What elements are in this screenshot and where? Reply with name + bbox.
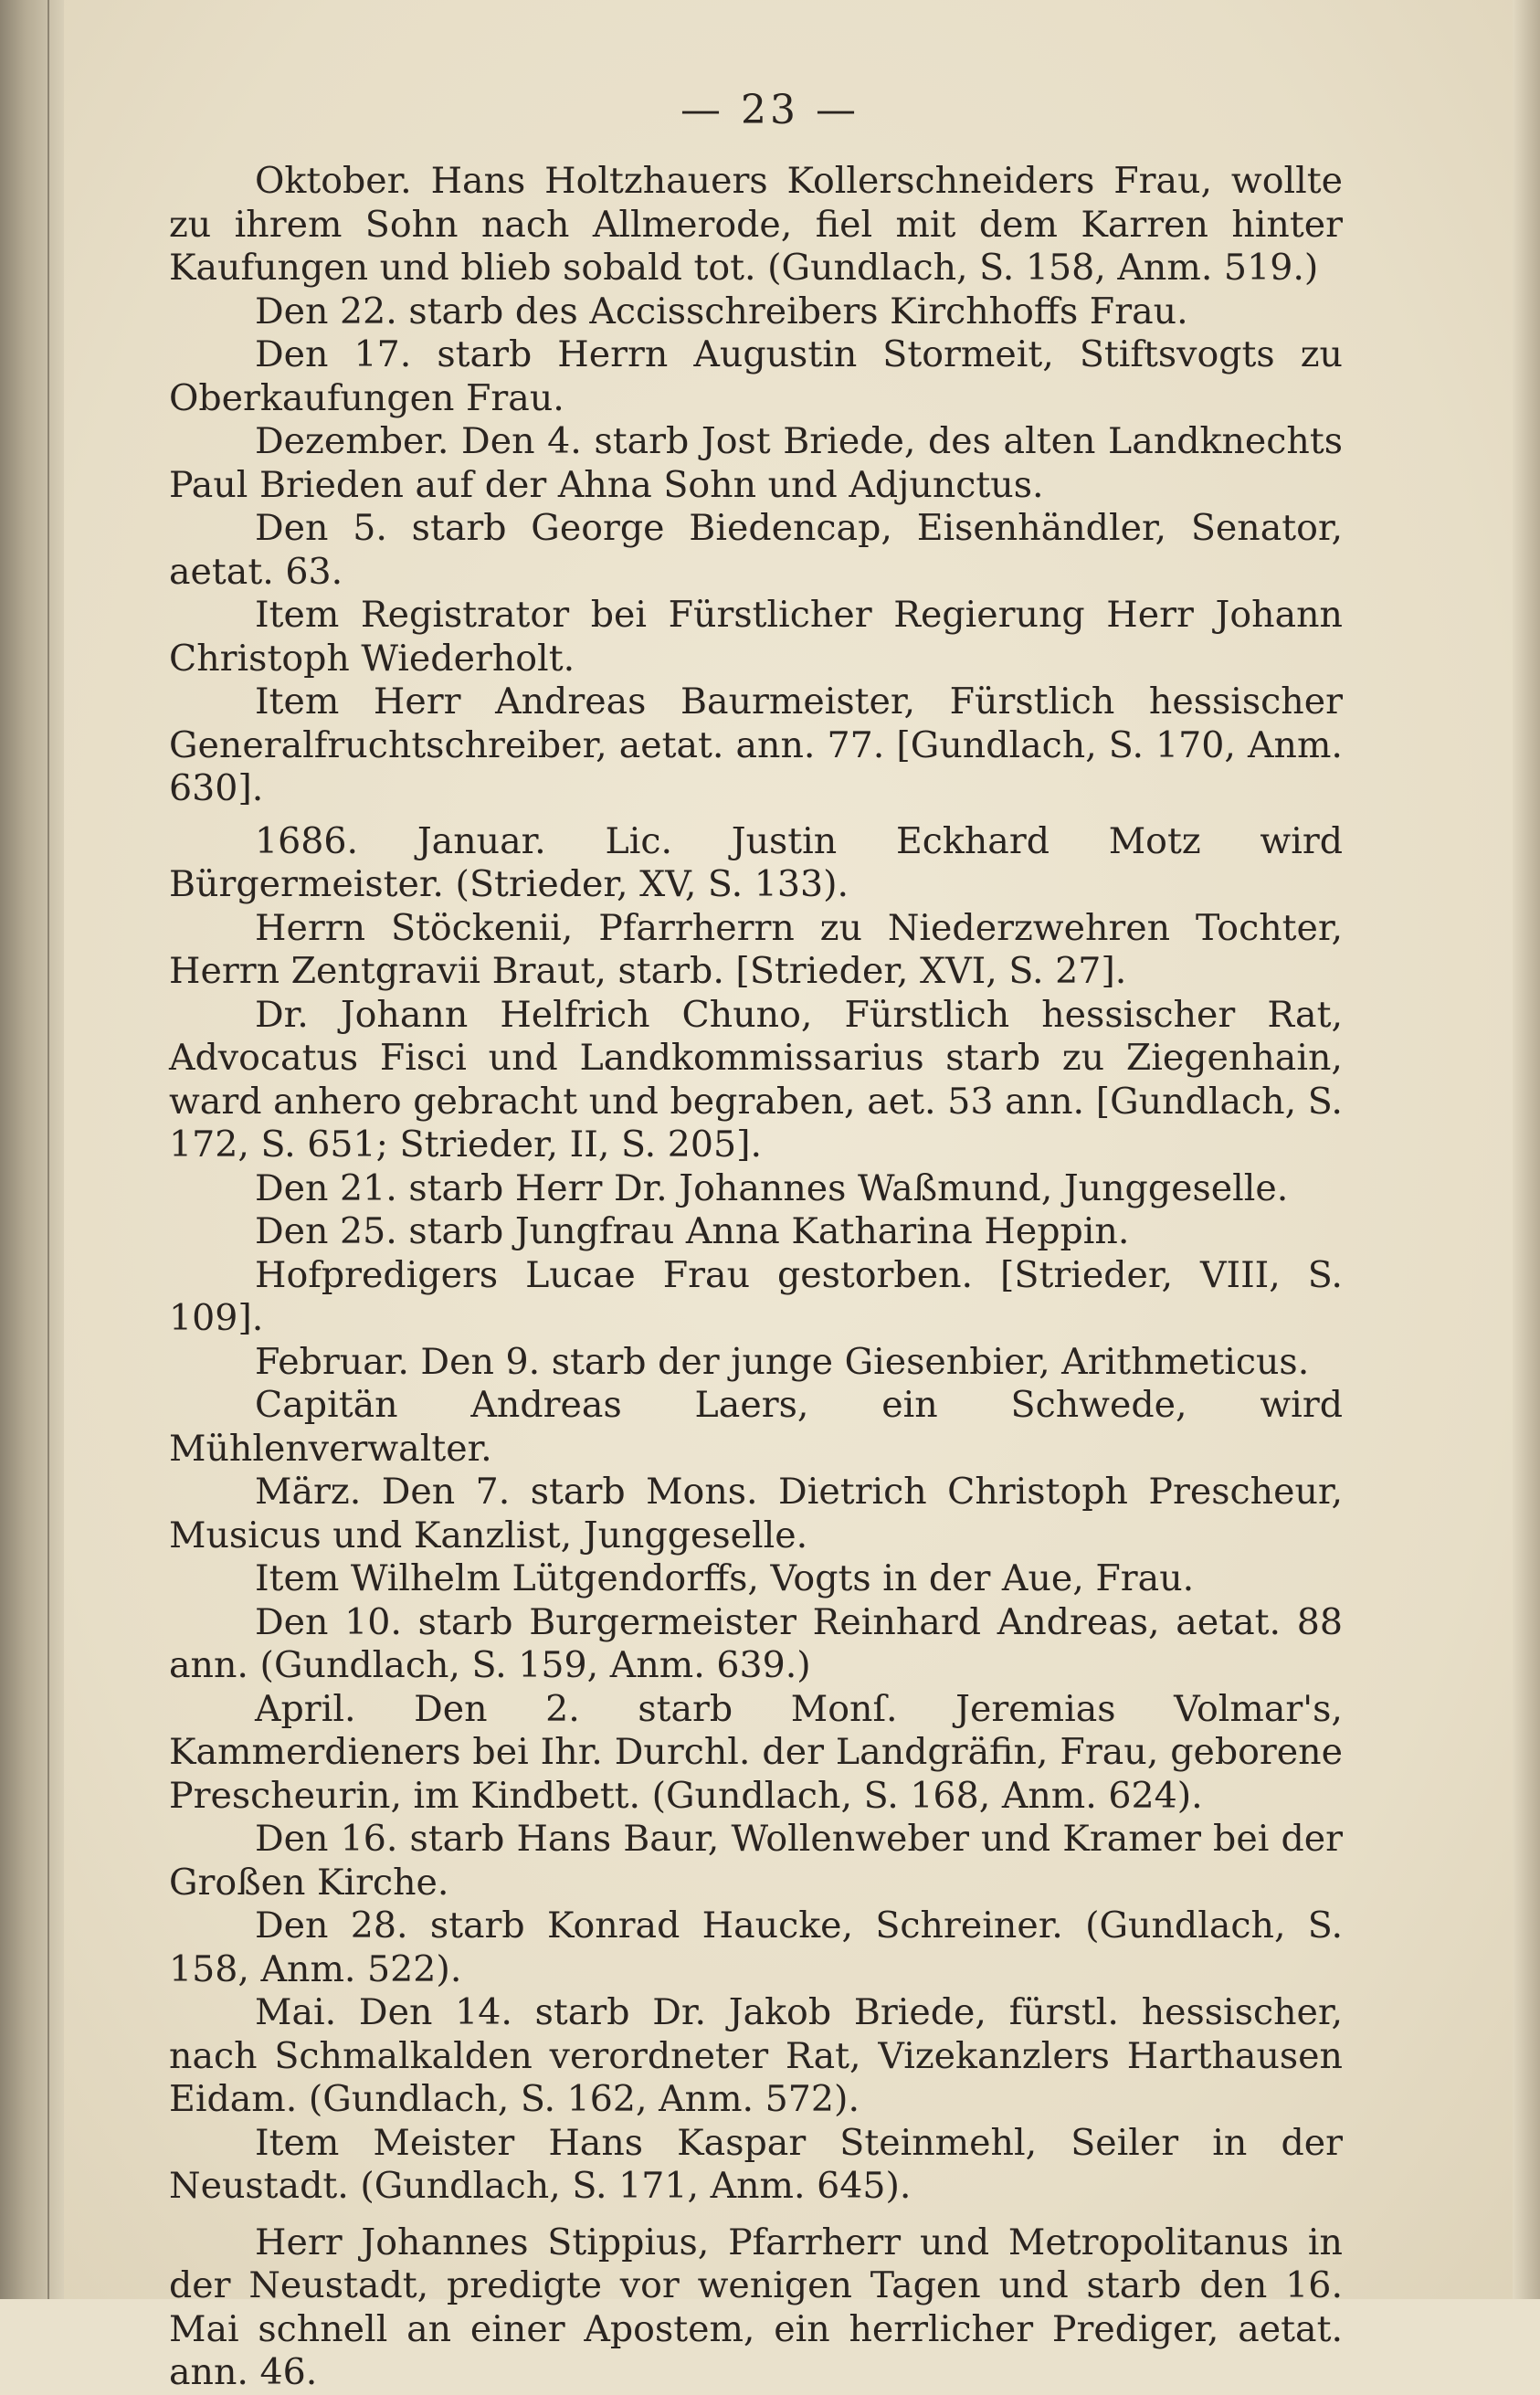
paragraph: Hofpredigers Lucae Frau gestorben. [Strieder, VIII, S. 109]. — [169, 1253, 1343, 1339]
paragraph: Den 28. starb Konrad Haucke, Schreiner. (Gundlach, S. 158, Anm. 522). — [169, 1904, 1343, 1990]
paragraph: Dezember. Den 4. starb Jost Briede, des alten Landknechts Paul Brieden auf der Ahna Sohn und Adjunctus. — [169, 420, 1343, 506]
paragraph: Den 17. starb Herrn Augustin Stormeit, Stiftsvogts zu Oberkaufungen Frau. — [169, 333, 1343, 419]
paragraph: Item Herr Andreas Baurmeister, Fürstlich hessischer Generalfruchtschreiber, aetat. ann. 77. [Gundlach, S. 170, Anm. 630]. — [169, 681, 1343, 809]
paragraph: Oktober. Hans Holtzhauers Kollerschneiders Frau, wollte zu ihrem Sohn nach Allmerode, fiel mit dem Karren hinter Kaufungen und blieb sobald tot. (Gundlach, S. 158, Anm. 519.) — [169, 160, 1343, 289]
paragraph: Mai. Den 14. starb Dr. Jakob Briede, fürstl. hessischer, nach Schmalkalden verordneter Rat, Vizekanzlers Harthausen Eidam. (Gundlach, S. 162, Anm. 572). — [169, 1991, 1343, 2120]
paragraph: Capitän Andreas Laers, ein Schwede, wird Mühlenverwalter. — [169, 1384, 1343, 1470]
book-binding-edge — [0, 0, 64, 2299]
paragraph: Dr. Johann Helfrich Chuno, Fürstlich hessischer Rat, Advocatus Fisci und Landkommissarius starb zu Ziegenhain, ward anhero gebracht und begraben, aet. 53 ann. [Gundlach, S. 172, S. 651; Strieder, II, S. 205]. — [169, 993, 1343, 1166]
paragraph: 1686. Januar. Lic. Justin Eckhard Motz wird Bürgermeister. (Strieder, XV, S. 133). — [169, 819, 1343, 905]
paragraph: März. Den 7. starb Mons. Dietrich Christoph Prescheur, Musicus und Kanzlist, Junggeselle. — [169, 1471, 1343, 1556]
paragraph: Den 10. starb Burgermeister Reinhard Andreas, aetat. 88 ann. (Gundlach, S. 159, Anm. 639.) — [169, 1600, 1343, 1686]
paragraph: Herrn Stöckenii, Pfarrherrn zu Niederzwehren Tochter, Herrn Zentgravii Braut, starb. [Strieder, XVI, S. 27]. — [169, 906, 1343, 992]
paragraph: Item Registrator bei Fürstlicher Regierung Herr Johann Christoph Wiederholt. — [169, 594, 1343, 680]
paragraph: Den 16. starb Hans Baur, Wollenweber und Kramer bei der Großen Kirche. — [169, 1818, 1343, 1904]
paragraph: Item Meister Hans Kaspar Steinmehl, Seiler in der Neustadt. (Gundlach, S. 171, Anm. 645). — [169, 2121, 1343, 2207]
paragraph: Den 22. starb des Accisschreibers Kirchhoffs Frau. — [255, 290, 1188, 332]
paragraph: April. Den 2. starb Monſ. Jeremias Volmar's, Kammerdieners bei Ihr. Durchl. der Landgräfin, Frau, geborene Prescheurin, im Kindbett. (Gundlach, S. 168, Anm. 624). — [169, 1687, 1343, 1817]
paragraph: Den 21. starb Herr Dr. Johannes Waßmund, Junggeselle. — [255, 1166, 1289, 1209]
paragraph: Herr Johannes Stippius, Pfarrherr und Metropolitanus in der Neustadt, predigte vor wenigen Tagen und starb den 16. Mai schnell an einer Apostem, ein herrlicher Prediger, aetat. ann. 46. — [169, 2221, 1343, 2393]
paragraph: Den 25. starb Jungfrau Anna Katharina Heppin. — [255, 1210, 1130, 1252]
page-number: — 23 — — [680, 87, 860, 133]
binding-crease — [47, 0, 49, 2299]
paragraph: Den 5. starb George Biedencap, Eisenhändler, Senator, aetat. 63. — [169, 507, 1343, 593]
page-right-edge — [1513, 0, 1540, 2299]
paragraph: Item Wilhelm Lütgendorffs, Vogts in der Aue, Frau. — [255, 1557, 1195, 1599]
paragraph: Februar. Den 9. starb der junge Giesenbier, Arithmeticus. — [255, 1340, 1310, 1383]
body-text — [169, 160, 1343, 2395]
